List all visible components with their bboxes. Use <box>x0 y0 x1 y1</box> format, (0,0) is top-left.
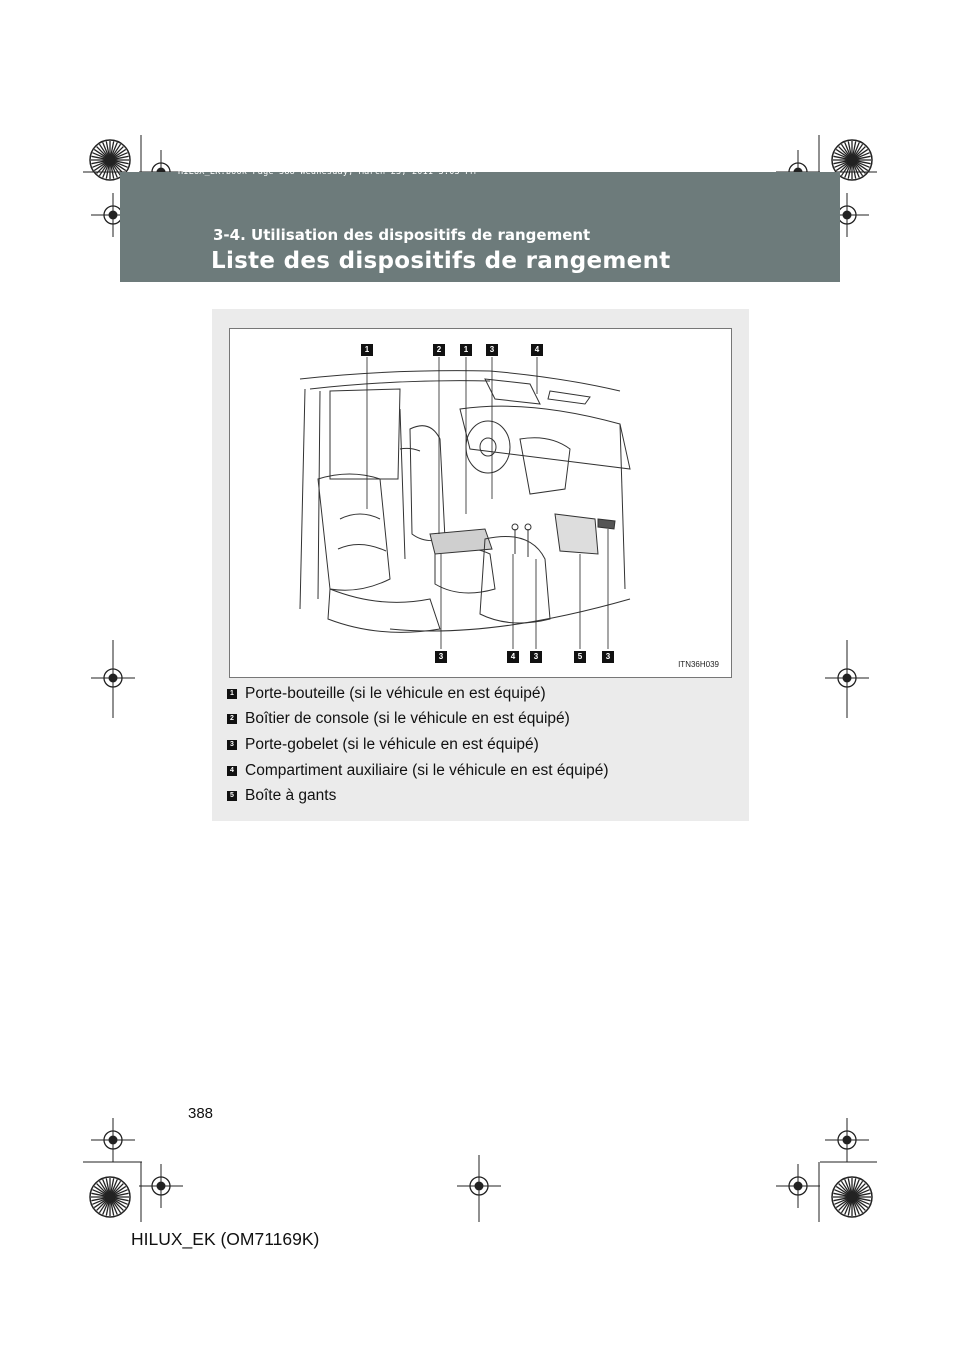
callout-badge-bottom: 3 <box>435 651 447 663</box>
page-number: 388 <box>188 1105 214 1122</box>
legend-number-badge: 1 <box>227 689 237 699</box>
vehicle-interior-illustration <box>229 328 732 678</box>
legend-number-badge: 5 <box>227 791 237 801</box>
book-info-line: HILUX_EK.book Page 388 Wednesday, March 23, 2011 3:03 PM <box>178 167 476 177</box>
page-title: Liste des dispositifs de rangement <box>211 248 671 274</box>
legend-item <box>227 708 570 730</box>
figure-code: ITN36H039 <box>678 660 719 669</box>
callout-badge-top: 4 <box>531 344 543 356</box>
callout-badge-top: 3 <box>486 344 498 356</box>
document-footer: HILUX_EK (OM71169K) <box>131 1229 320 1249</box>
legend-text: Porte-gobelet (si le véhicule en est équipé) <box>245 736 539 753</box>
legend-number-badge: 4 <box>227 766 237 776</box>
legend-text: Boîtier de console (si le véhicule en est équipé) <box>245 710 570 727</box>
interior-drawing <box>230 329 732 678</box>
callout-badge-bottom: 3 <box>602 651 614 663</box>
legend-number-badge: 2 <box>227 714 237 724</box>
legend-text: Boîte à gants <box>245 787 337 804</box>
legend-item <box>227 760 609 782</box>
callout-badge-bottom: 4 <box>507 651 519 663</box>
legend-item <box>227 785 336 807</box>
callout-badge-bottom: 3 <box>530 651 542 663</box>
legend-text: Porte-bouteille (si le véhicule en est équipé) <box>245 685 546 702</box>
legend-item <box>227 734 539 756</box>
legend-number-badge: 3 <box>227 740 237 750</box>
legend-item <box>227 683 546 705</box>
callout-badge-top: 2 <box>433 344 445 356</box>
callout-badge-top: 1 <box>460 344 472 356</box>
section-heading: 3-4. Utilisation des dispositifs de rangement <box>213 226 591 244</box>
callout-badge-top: 1 <box>361 344 373 356</box>
callout-badge-bottom: 5 <box>574 651 586 663</box>
legend-text: Compartiment auxiliaire (si le véhicule en est équipé) <box>245 762 609 779</box>
